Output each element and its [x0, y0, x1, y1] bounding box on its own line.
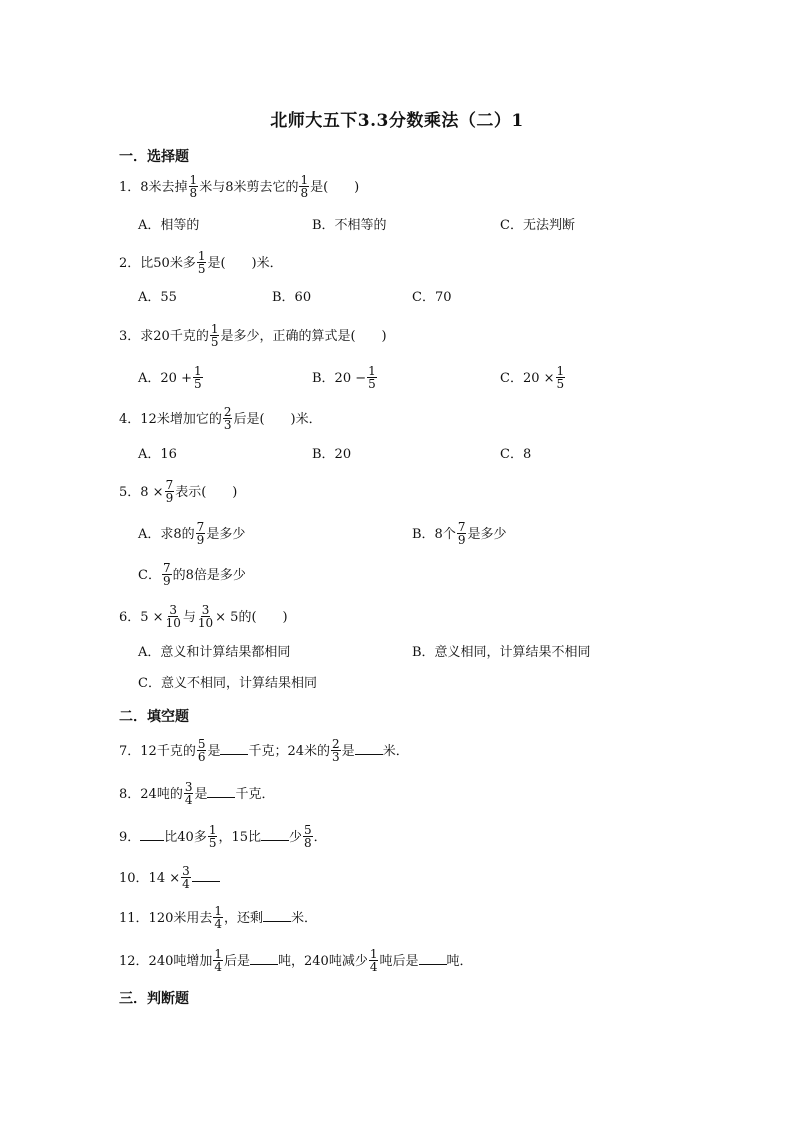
fraction-numerator: 1 — [210, 322, 219, 336]
question-text: 后是 — [224, 954, 251, 969]
fraction — [223, 406, 233, 431]
option-text: B．20 − — [312, 371, 367, 386]
answer-blank[interactable] — [419, 950, 447, 965]
q2-option-c[interactable]: C．70 — [412, 290, 452, 305]
fraction-numerator: 5 — [304, 823, 312, 837]
q3-option-c[interactable] — [500, 366, 566, 391]
fraction-denominator: 8 — [300, 186, 309, 200]
question-text: 米． — [291, 911, 318, 926]
q2-option-b[interactable]: B．60 — [272, 290, 312, 305]
fraction — [556, 365, 566, 390]
q4-option-a[interactable]: A．16 — [138, 447, 177, 462]
fraction — [181, 865, 191, 890]
q3-option-a[interactable] — [138, 366, 204, 391]
fraction — [193, 365, 203, 390]
fraction-denominator: 10 — [165, 616, 181, 630]
fraction-numerator: 3 — [201, 603, 210, 617]
fraction — [210, 323, 220, 348]
fraction — [189, 174, 199, 199]
fraction-denominator: 5 — [210, 335, 219, 349]
fraction-numerator: 3 — [182, 864, 190, 878]
fraction — [213, 905, 223, 930]
question-7 — [119, 739, 409, 764]
fraction-numerator: 2 — [223, 405, 232, 419]
question-text: 4．12米增加它的 — [119, 412, 222, 427]
fraction — [303, 824, 313, 849]
question-text: 千克． — [235, 787, 275, 802]
fraction-numerator: 7 — [162, 561, 171, 575]
option-text: A．20 + — [138, 371, 192, 386]
question-text: 7．12千克的 — [119, 744, 196, 759]
question-text: 2．比50米多 — [119, 256, 196, 271]
question-5 — [119, 480, 237, 505]
fraction-denominator: 10 — [197, 616, 214, 630]
question-text: 9． — [119, 830, 141, 845]
q4-option-b[interactable]: B．20 — [312, 447, 352, 462]
option-text: C． — [138, 568, 161, 583]
answer-blank[interactable] — [192, 867, 220, 882]
fraction-numerator: 1 — [214, 947, 222, 961]
q3-option-b[interactable] — [312, 366, 378, 391]
fraction-numerator: 1 — [197, 249, 206, 263]
section-heading-fill: 二．填空题 — [119, 709, 189, 725]
q2-option-a[interactable]: A．55 — [138, 290, 177, 305]
question-text: 吨，240吨减少 — [278, 954, 368, 969]
fraction-numerator: 1 — [556, 364, 565, 378]
fraction-numerator: 1 — [214, 904, 222, 918]
question-9 — [119, 825, 327, 850]
fraction — [331, 738, 341, 763]
fraction-denominator: 9 — [196, 533, 205, 547]
fraction — [197, 738, 207, 763]
fraction-numerator: 1 — [189, 173, 198, 187]
question-text: 是 — [194, 787, 208, 802]
fraction-denominator: 5 — [368, 377, 376, 391]
answer-blank[interactable] — [220, 740, 248, 755]
fraction-numerator: 3 — [169, 603, 178, 617]
answer-blank[interactable] — [140, 826, 164, 841]
question-2 — [119, 251, 283, 276]
question-11 — [119, 906, 317, 931]
q5-option-c[interactable] — [138, 563, 246, 588]
fraction-numerator: 2 — [332, 737, 340, 751]
question-text: 10．14 × — [119, 871, 181, 886]
answer-blank[interactable] — [263, 907, 291, 922]
fraction — [213, 948, 223, 973]
fraction-numerator: 1 — [369, 947, 378, 961]
question-12 — [119, 949, 473, 974]
q1-text: 是( ) — [310, 180, 360, 195]
fraction — [184, 781, 194, 806]
question-text: 表示( ) — [175, 485, 238, 500]
question-6 — [119, 605, 288, 630]
q1-text: 1．8米去掉 — [119, 180, 188, 195]
page-title: 北师大五下3.3分数乘法（二）1 — [270, 111, 524, 131]
question-text: 吨． — [446, 954, 473, 969]
fraction-denominator: 4 — [214, 960, 222, 974]
fraction — [208, 824, 218, 849]
fraction-denominator: 3 — [332, 750, 340, 764]
option-text: C．20 × — [500, 371, 555, 386]
q1-option-a[interactable]: A．相等的 — [138, 218, 200, 233]
fraction-denominator: 5 — [193, 377, 202, 391]
fraction — [197, 250, 207, 275]
fraction-numerator: 1 — [208, 823, 217, 837]
answer-blank[interactable] — [355, 740, 383, 755]
fraction-numerator: 7 — [457, 520, 466, 534]
question-text: 是 — [207, 744, 221, 759]
question-text: ，还剩 — [224, 911, 264, 926]
question-text: 是( )米． — [207, 256, 283, 271]
question-text: 6．5 × — [119, 610, 164, 625]
fraction — [196, 521, 206, 546]
q1-option-c[interactable]: C．无法判断 — [500, 218, 575, 233]
fraction — [457, 521, 467, 546]
question-text: 米． — [382, 744, 409, 759]
q6-option-b[interactable]: B．意义相同，计算结果不相同 — [412, 645, 591, 660]
option-text: 是多少 — [206, 527, 246, 542]
fraction — [299, 174, 309, 199]
question-text: 是 — [341, 744, 355, 759]
question-10 — [119, 866, 220, 891]
section-heading-judge: 三．判断题 — [119, 991, 189, 1007]
fraction-denominator: 4 — [184, 793, 193, 807]
question-text: 8．24吨的 — [119, 787, 183, 802]
fraction — [369, 948, 379, 973]
fraction-numerator: 5 — [197, 737, 206, 751]
fraction-denominator: 5 — [197, 262, 206, 276]
question-text: 比40多 — [164, 830, 207, 845]
fraction-denominator: 9 — [165, 491, 174, 505]
q5-option-a[interactable] — [138, 522, 245, 547]
question-text: 与 — [182, 610, 196, 625]
fraction-numerator: 7 — [165, 478, 174, 492]
fraction-numerator: 1 — [368, 364, 376, 378]
question-1 — [119, 175, 359, 200]
option-text: 是多少 — [467, 527, 507, 542]
question-text: 3．求20千克的 — [119, 329, 209, 344]
q5-option-b[interactable] — [412, 522, 506, 547]
q6-option-c[interactable]: C．意义不相同，计算结果相同 — [138, 676, 317, 691]
question-text: ，15比 — [218, 830, 262, 845]
question-text: 吨后是 — [379, 954, 419, 969]
q4-option-c[interactable]: C．8 — [500, 447, 532, 462]
fraction-numerator: 1 — [193, 364, 202, 378]
question-text: 11．120米用去 — [119, 911, 213, 926]
q1-option-b[interactable]: B．不相等的 — [312, 218, 387, 233]
option-text: A．求8的 — [138, 527, 195, 542]
question-3 — [119, 324, 387, 349]
answer-blank[interactable] — [250, 950, 278, 965]
fraction-denominator: 6 — [197, 750, 206, 764]
q1-text: 米与8米剪去它的 — [199, 180, 299, 195]
fraction-numerator: 1 — [300, 173, 309, 187]
fraction — [197, 604, 214, 629]
fraction-denominator: 9 — [162, 574, 171, 588]
fraction — [162, 562, 172, 587]
question-text: 是多少，正确的算式是( ) — [220, 329, 387, 344]
fraction — [165, 604, 182, 629]
question-text: × 5的( ) — [215, 610, 288, 625]
option-text: B．8个 — [412, 527, 456, 542]
fraction-denominator: 3 — [223, 418, 232, 432]
question-text: 千克；24米的 — [248, 744, 331, 759]
section-heading-choice: 一．选择题 — [119, 149, 189, 165]
fraction — [165, 479, 175, 504]
question-text: 少 — [289, 830, 303, 845]
question-8 — [119, 782, 275, 807]
fraction-denominator: 8 — [304, 836, 312, 850]
fraction-denominator: 9 — [457, 533, 466, 547]
fraction-denominator: 8 — [189, 186, 198, 200]
question-text: 后是( )米． — [233, 412, 322, 427]
fraction — [367, 365, 377, 390]
q6-option-a[interactable]: A．意义和计算结果都相同 — [138, 645, 291, 660]
fraction-numerator: 7 — [196, 520, 205, 534]
fraction-denominator: 5 — [556, 377, 565, 391]
question-text: ． — [313, 830, 327, 845]
question-4 — [119, 407, 322, 432]
option-text: 的8倍是多少 — [172, 568, 246, 583]
fraction-denominator: 4 — [369, 960, 378, 974]
fraction-numerator: 3 — [184, 780, 193, 794]
question-text: 12．240吨增加 — [119, 954, 213, 969]
fraction-denominator: 4 — [214, 917, 222, 931]
answer-blank[interactable] — [207, 783, 235, 798]
fraction-denominator: 5 — [208, 836, 217, 850]
answer-blank[interactable] — [261, 826, 289, 841]
question-text: 5．8 × — [119, 485, 164, 500]
fraction-denominator: 4 — [182, 877, 190, 891]
